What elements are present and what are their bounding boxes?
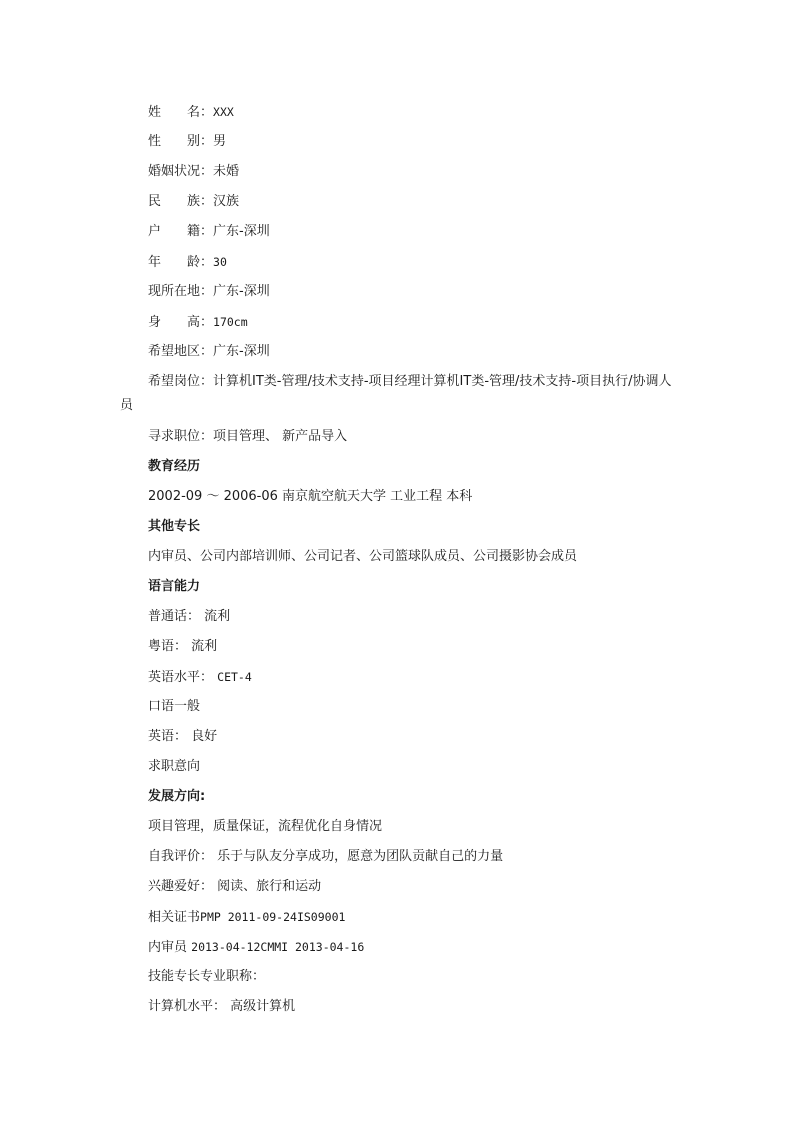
desired-region-label: 希望地区： [148,344,214,359]
marital-label: 婚姻状况： [148,164,214,179]
desired-region-value: 广东-深圳 [213,344,270,359]
gender-value: 男 [213,134,227,149]
height-row [148,314,248,330]
self-eval-row [148,849,503,865]
mandarin-label: 普通话： [148,609,201,624]
desired-position-label: 希望岗位： [148,374,214,389]
desired-region-row [148,344,270,360]
other-skills-text: 内审员、公司内部培训师、公司记者、公司篮球队成员、公司摄影协会成员 [148,549,578,564]
desired-position-value: 计算机IT类-管理/技术支持-项目经理计算机IT类-管理/技术支持-项目执行/协调人员 [120,374,672,413]
direction-text: 项目管理，质量保证，流程优化自身情况 [148,819,383,834]
cert-label: 相关证书 [148,910,201,925]
cantonese-row [148,639,217,655]
auditor-value: 2013-04-12CMMI 2013-04-16 [191,940,365,954]
education-heading: 教育经历 [148,459,201,474]
auditor-row [148,939,364,955]
english-row [148,729,217,745]
hobbies-row [148,879,321,895]
location-row [148,284,270,300]
hukou-label: 户 籍： [148,224,214,239]
self-eval-label: 自我评价： [148,849,214,864]
direction-heading: 发展方向: [148,789,206,804]
height-value: 170cm [213,315,248,329]
job-seeking-row [148,429,347,445]
auditor-label: 内审员 [148,940,188,955]
desired-position-row [120,370,680,418]
cantonese-value: 流利 [191,639,218,654]
self-eval-value: 乐于与队友分享成功，愿意为团队贡献自己的力量 [217,849,504,864]
cantonese-label: 粤语： [148,639,188,654]
other-skills-heading: 其他专长 [148,519,201,534]
language-heading: 语言能力 [148,579,201,594]
hukou-row [148,224,270,240]
location-label: 现所在地： [148,284,214,299]
age-label: 年 龄： [148,255,214,270]
job-seeking-value: 项目管理、 新产品导入 [213,429,348,444]
skills-title: 技能专长专业职称： [148,969,266,984]
cert-value: PMP 2011-09-24IS09001 [200,910,346,924]
english-label: 英语： [148,729,188,744]
ethnic-label: 民 族： [148,194,214,209]
gender-label: 性 别： [148,134,214,149]
marital-row [148,164,239,180]
education-entry: 2002-09 ～ 2006-06 南京航空航天大学 工业工程 本科 [148,489,473,504]
gender-row [148,134,226,150]
ethnic-value: 汉族 [213,194,240,209]
intent-title: 求职意向 [148,759,201,774]
location-value: 广东-深圳 [213,284,270,299]
name-label: 姓 名： [148,105,214,120]
spoken-level: 口语一般 [148,699,201,714]
marital-value: 未婚 [213,164,240,179]
ethnic-row [148,194,239,210]
hobbies-label: 兴趣爱好： [148,879,214,894]
english-level-row [148,669,252,685]
computer-label: 计算机水平： [148,999,227,1014]
computer-row [148,999,295,1015]
computer-value: 高级计算机 [230,999,296,1014]
english-level-value: CET-4 [217,670,252,684]
job-seeking-label: 寻求职位： [148,429,214,444]
name-value: XXX [213,105,234,119]
age-value: 30 [213,255,227,269]
height-label: 身 高： [148,315,214,330]
cert-row [148,909,345,925]
hukou-value: 广东-深圳 [213,224,270,239]
mandarin-value: 流利 [204,609,231,624]
age-row [148,254,227,270]
name-row [148,104,234,120]
english-value: 良好 [191,729,218,744]
hobbies-value: 阅读、旅行和运动 [217,879,322,894]
english-level-label: 英语水平： [148,670,214,685]
mandarin-row [148,609,230,625]
